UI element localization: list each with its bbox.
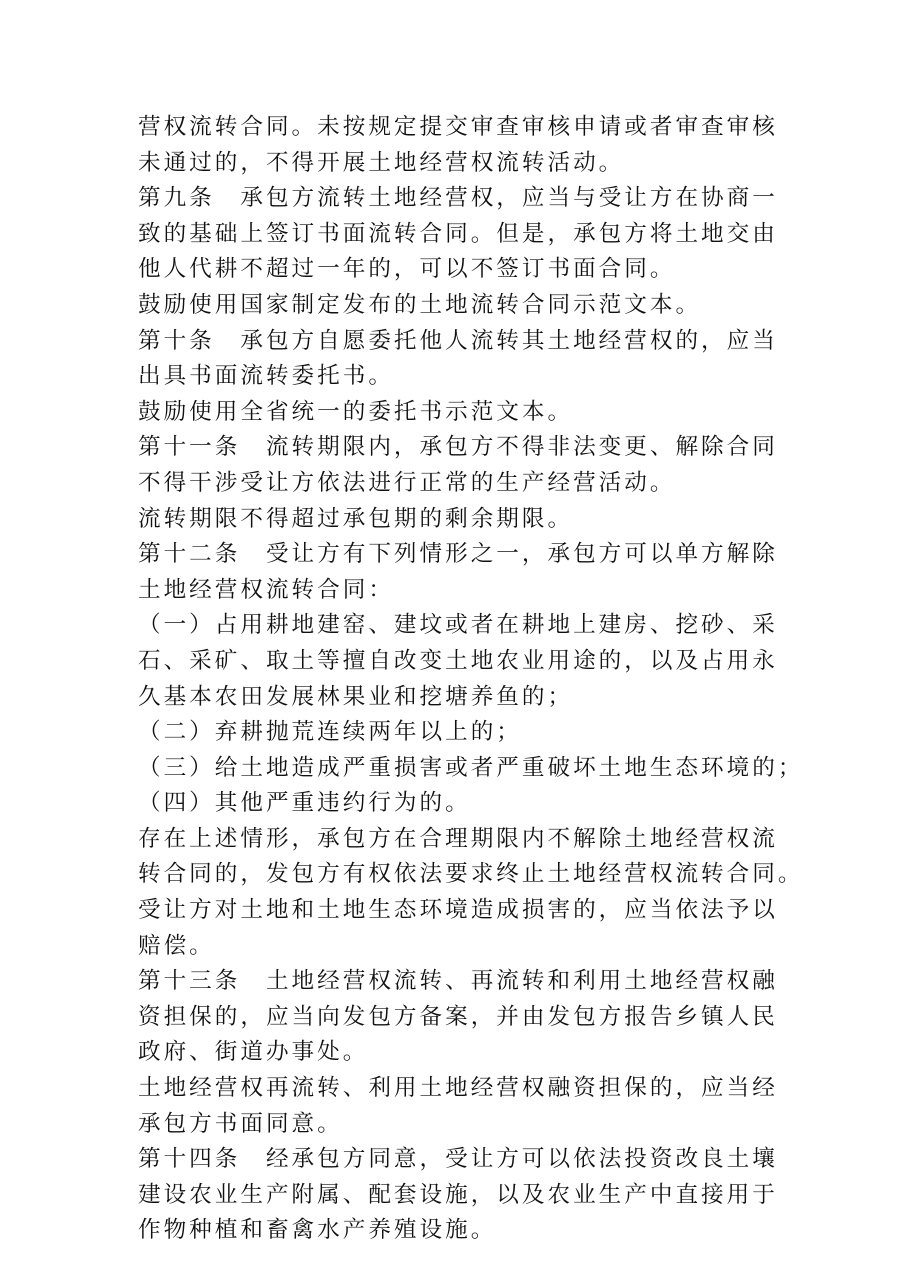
text-line: 土地经营权流转合同： [138, 576, 394, 603]
text-line: 久基本农田发展林果业和挖塘养鱼的； [138, 683, 574, 710]
text-line: 出具书面流转委托书。 [138, 363, 394, 390]
text-line: 转合同的，发包方有权依法要求终止土地经营权流转合同。 [138, 861, 804, 888]
text-line: 第九条 承包方流转土地经营权，应当与受让方在协商一 [138, 185, 778, 212]
text-line: 作物种植和畜禽水产养殖设施。 [138, 1217, 497, 1244]
text-line: （四）其他严重违约行为的。 [138, 790, 471, 817]
text-line: 土地经营权再流转、利用土地经营权融资担保的，应当经 [138, 1075, 778, 1102]
text-line: 第十条 承包方自愿委托他人流转其土地经营权的，应当 [138, 327, 778, 354]
text-line: （三）给土地造成严重损害或者严重破坏土地生态环境的； [138, 754, 804, 781]
text-line: 第十四条 经承包方同意，受让方可以依法投资改良土壤 [138, 1146, 778, 1173]
text-line: 资担保的，应当向发包方备案，并由发包方报告乡镇人民 [138, 1003, 778, 1030]
text-line: 第十二条 受让方有下列情形之一，承包方可以单方解除 [138, 541, 778, 568]
text-line: 第十三条 土地经营权流转、再流转和利用土地经营权融 [138, 968, 778, 995]
text-line: 政府、街道办事处。 [138, 1039, 369, 1066]
text-line: （二）弃耕抛荒连续两年以上的； [138, 719, 522, 746]
text-line: 受让方对土地和土地生态环境造成损害的，应当依法予以 [138, 897, 778, 924]
document-body [138, 110, 804, 1249]
text-line: （一）占用耕地建窑、建坟或者在耕地上建房、挖砂、采 [138, 612, 778, 639]
text-line: 未通过的，不得开展土地经营权流转活动。 [138, 149, 625, 176]
text-line: 第十一条 流转期限内，承包方不得非法变更、解除合同 [138, 434, 778, 461]
text-line: 致的基础上签订书面流转合同。但是，承包方将土地交由 [138, 220, 778, 247]
text-line: 鼓励使用国家制定发布的土地流转合同示范文本。 [138, 291, 702, 318]
text-line: 赔偿。 [138, 932, 215, 959]
text-line: 承包方书面同意。 [138, 1110, 343, 1137]
text-line: 营权流转合同。未按规定提交审查审核申请或者审查审核 [138, 114, 778, 140]
text-line: 存在上述情形，承包方在合理期限内不解除土地经营权流 [138, 825, 778, 852]
text-line: 他人代耕不超过一年的，可以不签订书面合同。 [138, 256, 676, 283]
text-line: 流转期限不得超过承包期的剩余期限。 [138, 505, 574, 532]
text-line: 石、采矿、取土等擅自改变土地农业用途的，以及占用永 [138, 647, 778, 674]
text-line: 不得干涉受让方依法进行正常的生产经营活动。 [138, 469, 676, 496]
text-line: 建设农业生产附属、配套设施，以及农业生产中直接用于 [138, 1181, 778, 1208]
text-line: 鼓励使用全省统一的委托书示范文本。 [138, 398, 574, 425]
